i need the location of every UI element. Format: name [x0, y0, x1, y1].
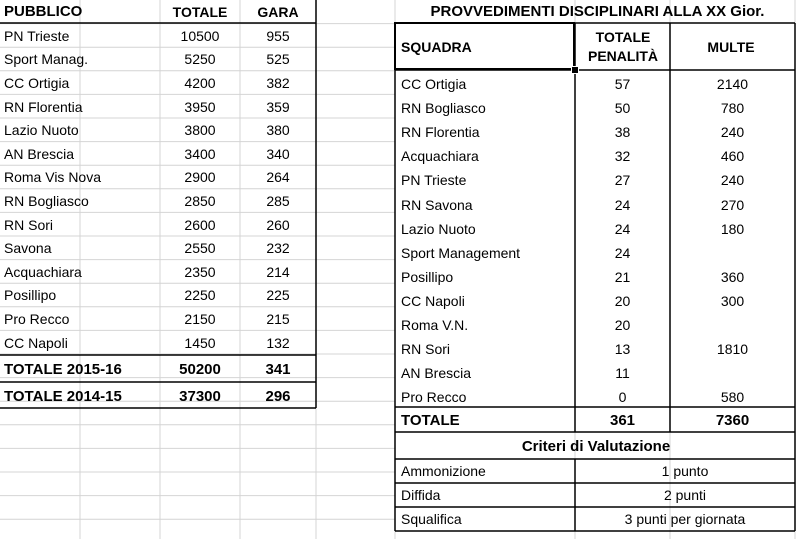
provvedimenti-multe: 270	[720, 196, 745, 213]
pubblico-team: Posillipo	[4, 287, 57, 304]
pubblico-totale: 3800	[184, 122, 216, 139]
pubblico-team: CC Ortigia	[4, 74, 70, 91]
fill-handle[interactable]	[571, 66, 579, 74]
pubblico-team: Sport Manag.	[4, 51, 89, 68]
penalita-header-line1: TOTALE	[595, 29, 651, 45]
pubblico-totale: 2350	[184, 263, 216, 280]
provvedimenti-penalita: 24	[614, 220, 631, 237]
criteri-label: Squalifica	[401, 511, 462, 527]
pubblico-team: Acquachiara	[4, 263, 82, 280]
pubblico-totale: 2150	[184, 310, 216, 327]
provvedimenti-penalita: 24	[614, 244, 631, 261]
pubblico-team: Lazio Nuoto	[4, 122, 79, 139]
provvedimenti-col-squadra: SQUADRA	[401, 38, 472, 55]
pubblico-team: RN Florentia	[4, 98, 83, 115]
criteri-label: Ammonizione	[401, 463, 486, 479]
provvedimenti-multe: 240	[720, 124, 745, 141]
provvedimenti-penalita: 11	[615, 365, 630, 382]
provvedimenti-penalita: 21	[614, 268, 631, 285]
pubblico-total-totale: 50200	[179, 360, 221, 378]
pubblico-gara: 260	[266, 216, 290, 233]
provvedimenti-col-penalita	[577, 25, 669, 69]
provvedimenti-multe	[670, 241, 795, 265]
provvedimenti-team: Pro Recco	[401, 389, 467, 406]
provvedimenti-penalita: 13	[614, 341, 631, 358]
provvedimenti-penalita: 32	[614, 148, 631, 165]
criteri-title: Criteri di Valutazione	[521, 437, 671, 455]
pubblico-totale: 3400	[184, 145, 216, 162]
pubblico-gara: 525	[266, 51, 290, 68]
pubblico-total-gara: 341	[265, 360, 291, 378]
pubblico-total-gara: 296	[265, 387, 291, 405]
pubblico-gara: 232	[266, 240, 290, 257]
provvedimenti-penalita: 38	[614, 124, 631, 141]
penalita-header-line2: PENALITÀ	[588, 48, 658, 64]
provvedimenti-team: Sport Management	[401, 244, 521, 261]
provvedimenti-multe: 580	[720, 389, 745, 406]
provvedimenti-team: RN Florentia	[401, 124, 480, 141]
provvedimenti-col-multe: MULTE	[707, 38, 755, 55]
provvedimenti-multe: 460	[720, 148, 745, 165]
pubblico-totale: 2900	[184, 169, 216, 186]
pubblico-gara: 340	[266, 145, 290, 162]
pubblico-totale: 2550	[184, 240, 216, 257]
pubblico-totale: 2600	[184, 216, 216, 233]
pubblico-gara: 359	[266, 98, 290, 115]
pubblico-team: CC Napoli	[4, 334, 68, 351]
provvedimenti-team: RN Bogliasco	[401, 100, 486, 117]
pubblico-totale: 1450	[184, 334, 216, 351]
pubblico-gara: 380	[266, 122, 290, 139]
pubblico-gara: 132	[266, 334, 290, 351]
provvedimenti-multe	[670, 361, 795, 385]
pubblico-totale: 3950	[184, 98, 216, 115]
provvedimenti-team: CC Napoli	[401, 292, 465, 309]
provvedimenti-team: Roma V.N.	[401, 317, 469, 334]
pubblico-team: RN Bogliasco	[4, 192, 89, 209]
pubblico-gara: 214	[266, 263, 290, 280]
pubblico-title: PUBBLICO	[4, 3, 83, 20]
provvedimenti-total-label: TOTALE	[401, 411, 460, 429]
provvedimenti-multe: 300	[720, 292, 745, 309]
provvedimenti-penalita: 20	[614, 292, 631, 309]
pubblico-totale: 2250	[184, 287, 216, 304]
pubblico-col-gara: GARA	[257, 3, 299, 20]
pubblico-gara: 382	[266, 74, 290, 91]
provvedimenti-penalita: 24	[614, 196, 631, 213]
pubblico-gara: 955	[266, 27, 290, 44]
pubblico-totale: 2850	[184, 192, 216, 209]
pubblico-team: Savona	[4, 240, 52, 257]
pubblico-team: Roma Vis Nova	[4, 169, 102, 186]
provvedimenti-multe: 2140	[716, 76, 749, 93]
provvedimenti-penalita: 27	[614, 172, 631, 189]
provvedimenti-team: AN Brescia	[401, 365, 472, 382]
pubblico-total-totale: 37300	[179, 387, 221, 405]
pubblico-totale: 4200	[184, 74, 216, 91]
pubblico-totale: 10500	[180, 27, 220, 44]
provvedimenti-title: PROVVEDIMENTI DISCIPLINARI ALLA XX Gior.	[430, 3, 765, 20]
pubblico-gara: 264	[266, 169, 290, 186]
pubblico-gara: 285	[266, 192, 290, 209]
pubblico-team: AN Brescia	[4, 145, 75, 162]
provvedimenti-multe: 780	[720, 100, 745, 117]
pubblico-team: Pro Recco	[4, 310, 70, 327]
pubblico-team: PN Trieste	[4, 27, 70, 44]
pubblico-col-totale: TOTALE	[172, 3, 228, 20]
provvedimenti-multe: 240	[720, 172, 745, 189]
provvedimenti-multe: 180	[720, 220, 745, 237]
criteri-value: 2 punti	[663, 487, 707, 503]
provvedimenti-team: Lazio Nuoto	[401, 220, 476, 237]
provvedimenti-penalita: 0	[618, 389, 627, 406]
provvedimenti-team: RN Sori	[401, 341, 451, 358]
pubblico-team: RN Sori	[4, 216, 54, 233]
criteri-label: Diffida	[401, 487, 441, 503]
provvedimenti-penalita: 50	[614, 100, 631, 117]
provvedimenti-team: RN Savona	[401, 196, 473, 213]
provvedimenti-multe: 360	[720, 268, 745, 285]
provvedimenti-penalita: 20	[614, 317, 631, 334]
provvedimenti-team: Posillipo	[401, 268, 454, 285]
provvedimenti-multe	[670, 313, 795, 337]
provvedimenti-total-multe: 7360	[715, 411, 750, 429]
provvedimenti-total-penalita: 361	[609, 411, 636, 429]
pubblico-total-label: TOTALE 2014-15	[4, 387, 122, 405]
criteri-value: 1 punto	[661, 463, 709, 479]
pubblico-gara: 215	[266, 310, 290, 327]
provvedimenti-penalita: 57	[614, 76, 631, 93]
provvedimenti-team: Acquachiara	[401, 148, 479, 165]
pubblico-total-label: TOTALE 2015-16	[4, 360, 122, 378]
selected-cell[interactable]	[394, 22, 575, 70]
pubblico-gara: 225	[266, 287, 290, 304]
provvedimenti-team: PN Trieste	[401, 172, 467, 189]
pubblico-totale: 5250	[184, 51, 216, 68]
provvedimenti-team: CC Ortigia	[401, 76, 467, 93]
criteri-value: 3 punti per giornata	[624, 511, 746, 527]
provvedimenti-multe: 1810	[716, 341, 749, 358]
